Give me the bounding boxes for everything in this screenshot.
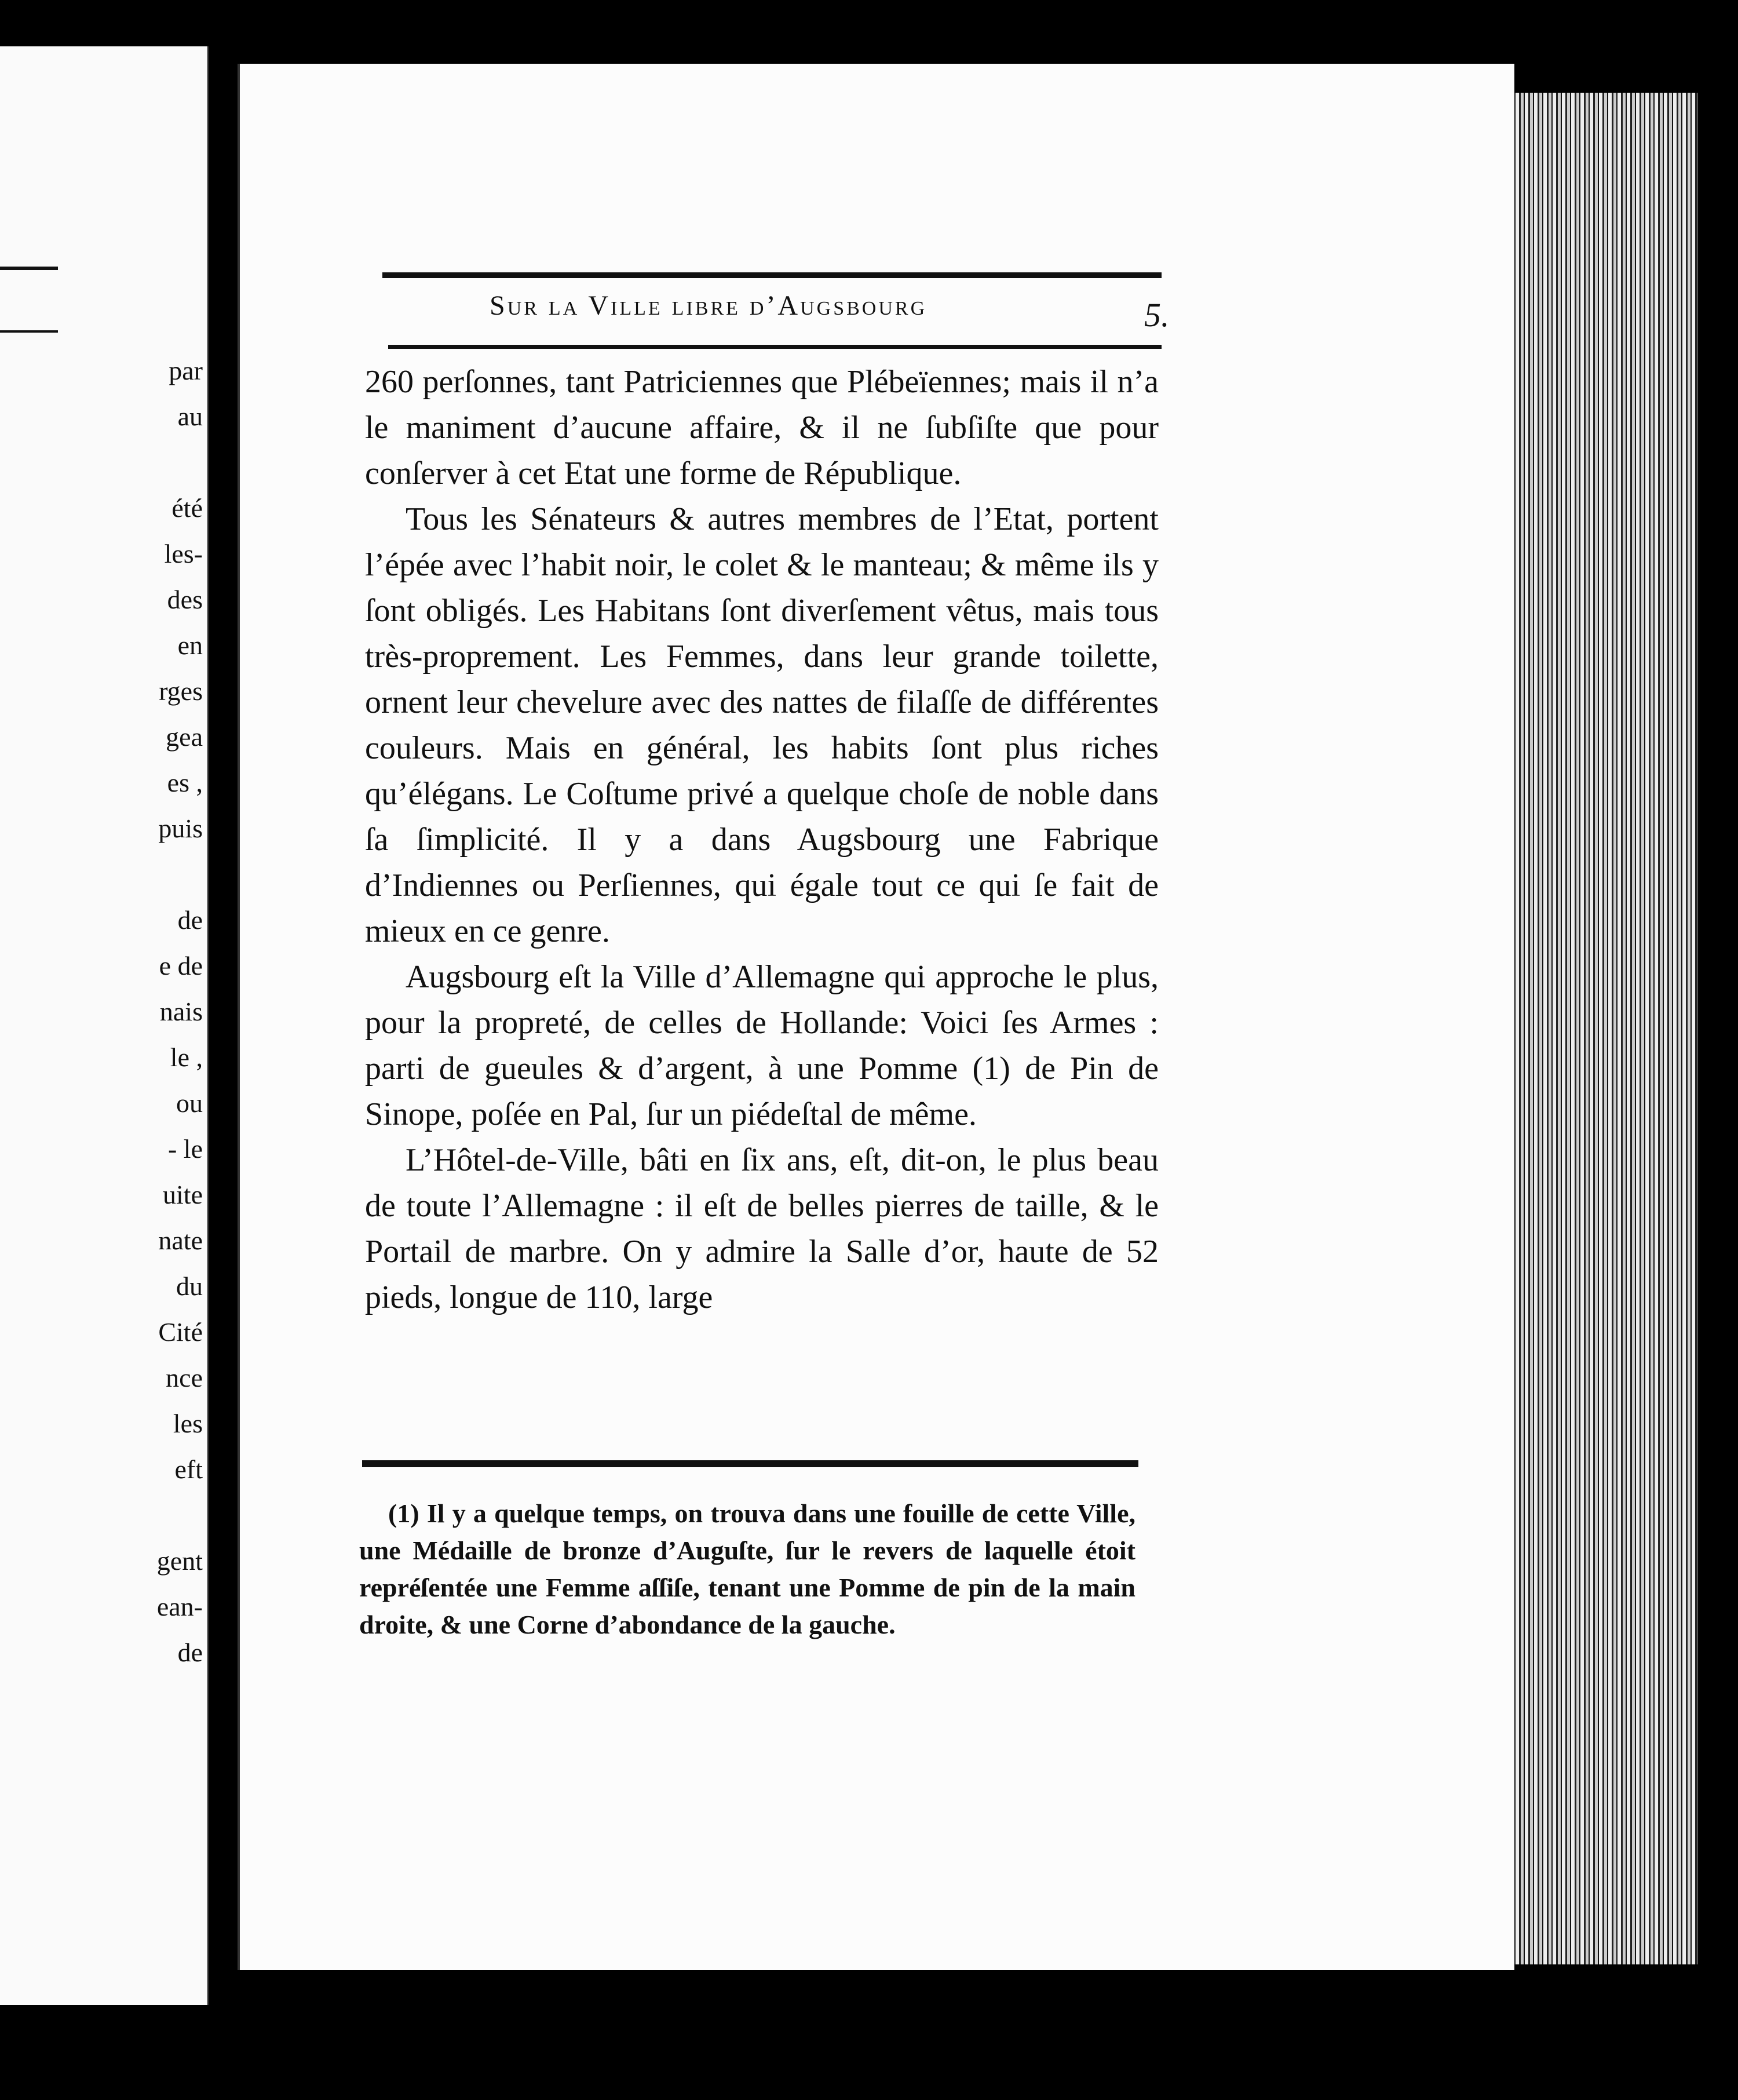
paragraph: Augsbourg eſt la Ville d’Allemagne qui approche le plus, pour la propreté, de celles de Hollande: Voici ſes Armes : parti de gueules & d’argent, à une Pomme (1) de Pin de Sinope, poſée en Pal, ſur un piédeſtal de même.: [365, 959, 1159, 1132]
left-fragment: des: [167, 585, 203, 614]
left-fragment: au: [177, 402, 203, 431]
footnote: (1) Il y a quelque temps, on trouva dans une fouille de cette Ville, une Médaille de bronze d’Auguſte, ſur le revers de laquelle étoit repréſentée une Femme aſſiſe, tenant une Pomme de pin de la main droite, & une Corne d’abondance de la gauche.: [359, 1499, 1135, 1639]
left-fragment: de: [177, 905, 203, 935]
left-fragment: puis: [158, 814, 203, 843]
left-fragment: e de: [159, 951, 203, 980]
left-fragment: les-: [164, 539, 203, 568]
left-fragment: nais: [159, 997, 203, 1026]
header-rule-top: [382, 272, 1162, 278]
page-edges: [1506, 93, 1697, 1964]
left-fragment: ean-: [156, 1592, 203, 1621]
left-fragment: Cité: [158, 1317, 203, 1347]
left-fragment: rges: [159, 676, 203, 706]
running-head: Sur la Ville libre d’Augsbourg: [490, 290, 928, 321]
left-fragment: es ,: [167, 768, 203, 797]
paragraph: Tous les Sénateurs & autres membres de l’Etat, portent l’épée avec l’habit noir, le colet & le manteau; & même ils y ſont obligés. Les Habitans ſont diverſement vêtus, mais tous très-proprement. Les Femmes, dans leur grande toilette, ornent leur chevelure avec des nattes de filaſſe de différentes couleurs. Mais en général, les habits ſont plus riches qu’élégans. Le Coſtume privé a quelque choſe de noble dans ſa ſimplicité. Il y a dans Augsbourg une Fabrique d’Indiennes ou Perſiennes, qui égale tout ce qui ſe fait de mieux en ce genre.: [365, 501, 1159, 949]
left-header-rule-bottom: [0, 330, 58, 333]
left-fragment: de: [177, 1638, 203, 1667]
left-fragment: le ,: [170, 1042, 203, 1072]
page-number: 5.: [1144, 296, 1170, 334]
left-fragment: les: [173, 1409, 203, 1438]
footnote-rule: [362, 1460, 1138, 1467]
left-fragment: gent: [156, 1546, 203, 1576]
left-fragment: [80, 851, 207, 897]
left-fragment: en: [177, 630, 203, 660]
left-page-line-fragments: [80, 348, 207, 1675]
left-fragment: uite: [163, 1180, 203, 1209]
paragraph: L’Hôtel-de-Ville, bâti en ſix ans, eſt, dit-on, le plus beau de toute l’Allemagne : il eſt de belles pierres de taille, & le Portail de marbre. On y admire la Salle d’or, haute de 52 pieds, longue de 110, large: [365, 1142, 1159, 1315]
header-rule-bottom: [388, 345, 1162, 349]
left-fragment: - le: [167, 1134, 203, 1164]
left-fragment: nate: [158, 1226, 203, 1255]
left-fragment: gea: [166, 722, 203, 752]
main-text: [365, 359, 1159, 1321]
left-fragment: ou: [176, 1088, 203, 1118]
left-fragment: nce: [166, 1363, 203, 1392]
left-fragment: [80, 1492, 207, 1538]
left-fragment: [80, 439, 207, 485]
paragraph: 260 perſonnes, tant Patriciennes que Plébeïennes; mais il n’a le maniment d’aucune affaire, & il ne ſubſiſte que pour conſerver à cet Etat une forme de République.: [365, 364, 1159, 491]
left-header-rule-top: [0, 267, 58, 270]
previous-page-fragment: [0, 46, 209, 2005]
left-fragment: été: [171, 493, 203, 523]
left-fragment: eft: [174, 1454, 203, 1484]
left-fragment: du: [176, 1271, 203, 1301]
left-fragment: par: [169, 356, 203, 385]
